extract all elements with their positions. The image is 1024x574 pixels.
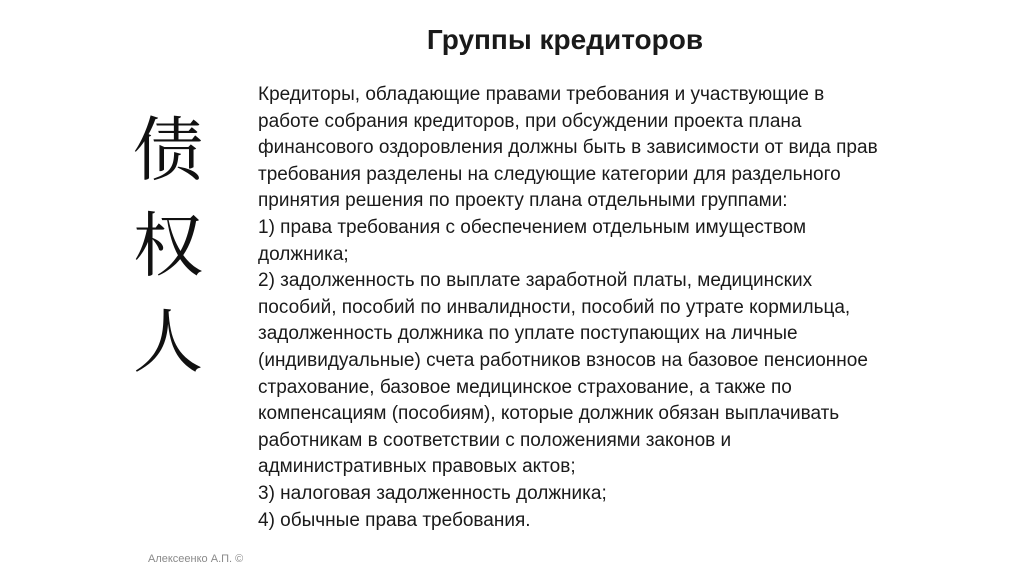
list-item-2: 2) задолженность по выплате заработной платы, медицинских пособий, пособий по инвалидности, пособий по утрате кормильца, задолженность должника по уплате поступающих на личные (индивидуальные) счета работников взносов на базовое пенсионное страхование, базовое медицинское страхование, а также по компенсациям (пособиям), которые должник обязан выплачивать работникам в соответствии с положениями законов и административных правовых актов; (258, 270, 868, 478)
author-footer: Алексеенко А.П. © (148, 553, 244, 565)
list-item-1: 1) права требования с обеспечением отдельным имуществом должника; (258, 216, 807, 265)
list-item-3: 3) налоговая задолженность должника; (258, 482, 607, 504)
cjk-vertical-heading (118, 102, 218, 390)
cjk-char-1: 债 (133, 109, 203, 191)
list-item-4: 4) обычные права требования. (258, 509, 531, 531)
body-text (258, 82, 878, 534)
cjk-char-2: 权 (133, 205, 203, 287)
cjk-char-3: 人 (133, 301, 203, 383)
slide-title: Группы кредиторов (426, 24, 704, 55)
intro-paragraph: Кредиторы, обладающие правами требования и участвующие в работе собрания кредиторов, при обсуждении проекта плана финансового оздоровления должны быть в зависимости от вида прав требования разделены на следующие категории для раздельного принятия решения по проекту плана отдельными группами: (258, 84, 878, 212)
